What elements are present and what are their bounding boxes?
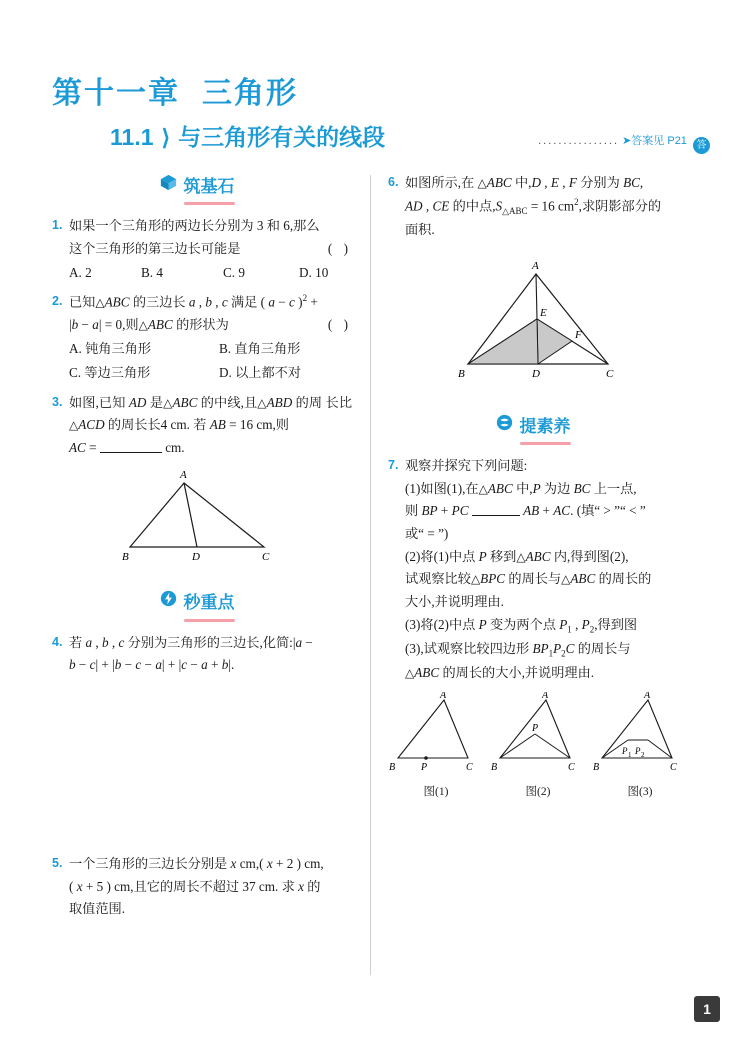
svg-text:B: B	[122, 550, 129, 563]
problem-6-text: 如图所示,在 △ABC 中,D , E , F 分别为 BC, AD , CE 的中点$,S_{\triangle ABC} = 16$ $cm^2$,求阴影部分的 面积.	[405, 175, 662, 238]
figure-caption: 图(1)	[423, 786, 449, 799]
figure-7-2	[490, 692, 586, 803]
problem-7-part-1: (1)如图(1),在△ABC 中,P 为边 BC 上一点, 则 BP + PC AB + AC. (填“ > ”“ < ” 或“ = ”)	[405, 480, 646, 541]
option-b: B. 4	[141, 264, 163, 280]
problem-2	[52, 291, 352, 384]
problem-1	[52, 215, 352, 284]
option-c: C. 9	[223, 264, 245, 280]
chapter-number: 第十一章	[52, 77, 180, 110]
option-d: D. 以上都不对	[219, 364, 302, 380]
problem-2-text: 已知△ABC 的三边长 a , b , c 满足 ( a − c )$^2$ + |b − a| = 0,则△ABC 的形状为 ( )	[69, 291, 352, 337]
problem-number: 6.	[388, 175, 399, 189]
figure-caption: 图(2)	[525, 786, 551, 799]
page-number: 1	[694, 996, 720, 1022]
problem-number: 7.	[388, 457, 399, 472]
svg-text:C: C	[568, 761, 575, 773]
problem-number: 4.	[52, 634, 63, 649]
problem-4	[52, 632, 352, 677]
cube-icon	[160, 174, 177, 191]
badge-foundation	[52, 172, 352, 205]
svg-text:D: D	[532, 367, 540, 380]
svg-text:B: B	[491, 761, 498, 773]
svg-text:P: P	[635, 745, 641, 756]
svg-text:C: C	[606, 367, 614, 380]
problem-number: 5.	[52, 856, 63, 870]
column-divider	[370, 175, 371, 975]
right-column	[388, 172, 688, 803]
option-d: D. 10	[299, 264, 329, 280]
triangle-interior-point-diagram	[490, 692, 586, 774]
svg-text:A: A	[644, 691, 651, 701]
badge-keypoint-label: 秒重点	[183, 593, 235, 613]
problem-7-part-2: (2)将(1)中点 P 移到△ABC 内,得到图(2), 试观察比较△BPC 的周长与△ABC 的周长的 大小,并说明理由.	[405, 548, 652, 610]
badge-underline	[184, 202, 235, 205]
problem-2-options-row1	[69, 338, 352, 361]
problem-5	[52, 853, 352, 921]
svg-text:C: C	[670, 761, 677, 773]
svg-text:1: 1	[628, 750, 632, 759]
badge-underline	[184, 619, 235, 622]
svg-text:A: A	[440, 691, 447, 701]
figure-problem-6	[388, 258, 688, 394]
quadrilateral-two-points-diagram	[592, 692, 688, 774]
section-heading	[110, 122, 710, 156]
problem-6	[388, 172, 688, 242]
answer-parenthesis: ( )	[327, 317, 352, 333]
svg-text:C: C	[262, 550, 270, 563]
svg-text:A: A	[180, 468, 187, 481]
problem-3	[52, 392, 352, 460]
leader-dots: ................	[538, 135, 620, 147]
option-c: C. 等边三角形	[69, 364, 151, 380]
svg-text:P: P	[622, 745, 628, 756]
triangle-abc-median-diagram	[112, 467, 292, 567]
answer-reference: ................ ➤答案见 P21 答	[538, 132, 710, 154]
figure-7-1	[388, 692, 484, 803]
figure-row-problem-7	[388, 692, 688, 803]
problem-2-options-row2	[69, 362, 352, 385]
svg-text:P: P	[532, 722, 539, 734]
problem-number: 2.	[52, 294, 63, 309]
badge-keypoint	[52, 588, 352, 621]
chapter-title: 三角形	[202, 77, 298, 110]
medal-icon	[496, 414, 513, 431]
problem-1-options	[69, 262, 352, 285]
figure-7-3	[592, 692, 688, 803]
section-number: 11.1	[110, 124, 154, 150]
figure-problem-3	[52, 467, 352, 575]
answer-reference-label: 答案见 P21	[631, 135, 687, 147]
answer-badge-icon: 答	[693, 137, 710, 154]
chevron-right-icon: ⟩	[161, 125, 171, 150]
chapter-heading	[52, 68, 298, 112]
lightning-icon	[160, 590, 177, 607]
problem-7-intro: 观察并探究下列问题:	[405, 457, 528, 473]
problem-5-text: 一个三角形的三边长分别是 x cm,( x + 2 ) cm, ( x + 5 ) cm,且它的周长不超过 37 cm. 求 x 的 取值范围.	[69, 856, 324, 917]
problem-4-text: 若 a , b , c 分别为三角形的三边长,化简:|a − b − c| + |b − c − a| + |c − a + b|.	[69, 634, 313, 673]
svg-text:2: 2	[641, 750, 645, 759]
triangle-midpoints-shaded-diagram	[428, 258, 648, 386]
svg-text:D: D	[192, 550, 200, 563]
figure-caption: 图(3)	[627, 786, 653, 799]
problem-7-part-3: (3)将(2)中点 P 变为两个点 $P_1$ , $P_2$,得到图 (3),试观察比较四边形 $BP_1P_2C$ 的周长与 △ABC 的周长的大小,并说明理由.	[405, 616, 638, 680]
left-column	[52, 172, 352, 928]
option-b: B. 直角三角形	[219, 341, 301, 357]
svg-text:B: B	[458, 367, 465, 380]
answer-blank[interactable]	[472, 504, 520, 516]
svg-text:P: P	[421, 761, 428, 773]
answer-blank[interactable]	[100, 441, 162, 453]
problem-number: 3.	[52, 394, 63, 409]
problem-1-text: 如果一个三角形的两边长分别为 3 和 6,那么 这个三角形的第三边长可能是 ( )	[69, 215, 352, 260]
svg-text:B: B	[593, 761, 600, 773]
svg-text:B: B	[389, 761, 396, 773]
svg-text:E: E	[540, 306, 547, 319]
section-title: 与三角形有关的线段	[178, 124, 386, 150]
badge-literacy-label: 提素养	[519, 416, 571, 436]
option-a: A. 钝角三角形	[69, 341, 152, 357]
triangle-point-on-bc-diagram	[388, 692, 484, 774]
svg-text:A: A	[542, 691, 549, 701]
svg-text:C: C	[466, 761, 473, 773]
svg-text:A: A	[532, 259, 539, 272]
badge-literacy	[388, 412, 688, 445]
badge-underline	[520, 442, 571, 445]
badge-foundation-label: 筑基石	[183, 177, 235, 196]
option-a: A. 2	[69, 264, 92, 280]
problem-3-text: 如图,已知 AD 是△ABC 的中线,且△ABD 的周 长比△ACD 的周长长4 cm. 若 AB = 16 cm,则 AC = cm.	[69, 394, 353, 455]
problem-number: 1.	[52, 218, 63, 233]
svg-text:F: F	[575, 328, 582, 341]
answer-parenthesis: ( )	[327, 240, 352, 256]
problem-7	[388, 455, 688, 685]
